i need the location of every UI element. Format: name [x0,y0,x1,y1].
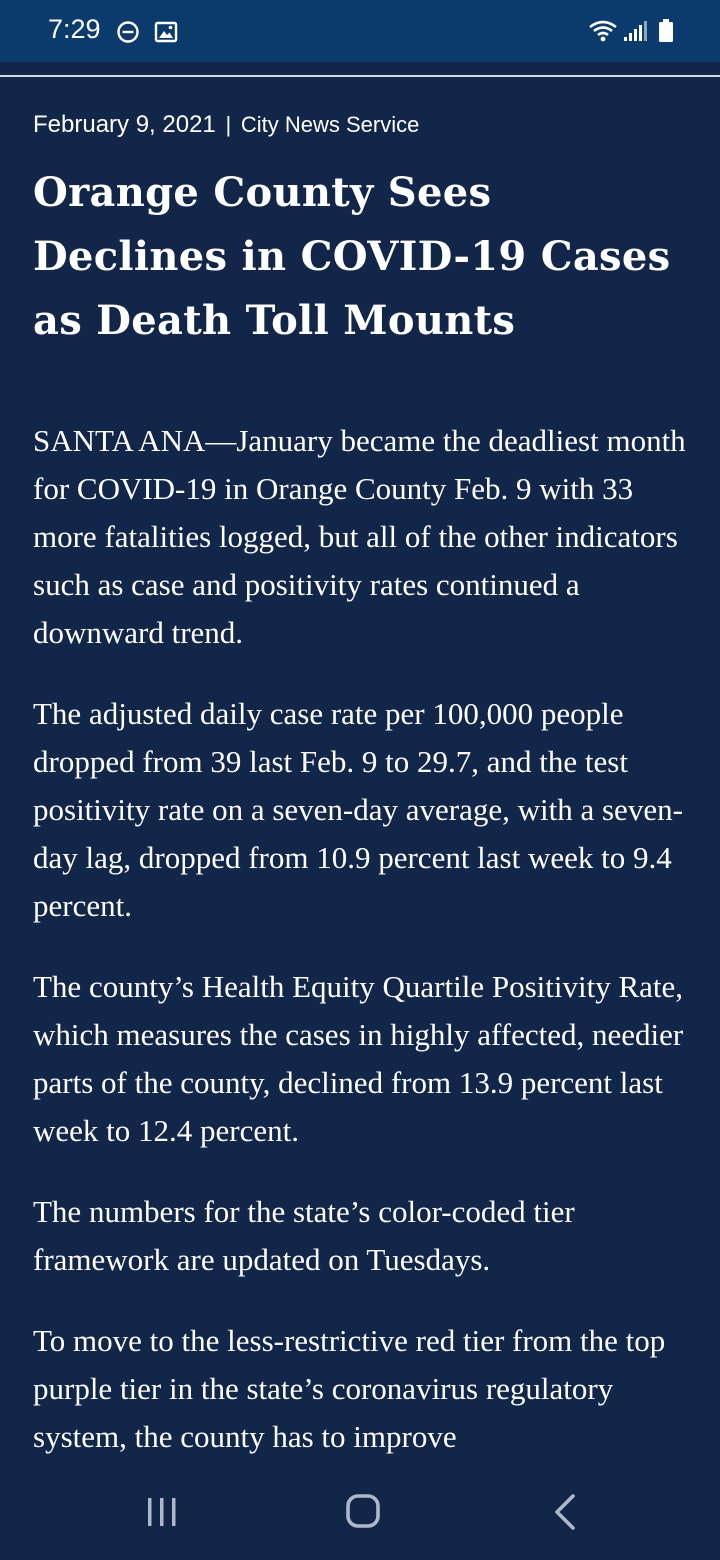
article-paragraph: The county’s Health Equity Quartile Positivity Rate, which measures the cases in highly affected, needier parts of the county, declined from 13.9 percent last week to 12.4 percent. [33,969,684,1148]
battery-icon [656,18,676,44]
status-left-icons [116,20,178,44]
article-paragraph: To move to the less-restrictive red tier from the top purple tier in the state’s coronavirus regulatory system, the county has to improve [33,1323,666,1454]
recent-apps-icon [132,1490,192,1534]
gallery-icon [154,20,178,44]
status-right-icons [588,18,676,44]
byline [33,106,693,144]
article-headline: Orange County Sees Declines in COVID-19 Cases as Death Toll Mounts [33,169,671,344]
status-bar [0,0,720,62]
back-icon [535,1490,595,1534]
do-not-disturb-icon [116,20,140,44]
status-time: 7:29 [48,14,101,44]
article-date: February 9, 2021 [33,111,216,138]
byline-separator: | [225,112,232,137]
header-divider [0,75,720,77]
article [33,106,693,1454]
recent-apps-button[interactable] [132,1490,192,1534]
article-body[interactable] [33,417,693,1454]
home-button[interactable] [333,1490,393,1534]
navigation-bar [0,1468,720,1560]
article-source: City News Service [240,112,420,137]
article-paragraph: SANTA ANA—January became the deadliest month for COVID-19 in Orange County Feb. 9 with 33 more fatalities logged, but all of the other indicators such as case and positivity rates continued a downward trend. [33,423,686,650]
home-icon [333,1490,393,1534]
signal-icon [622,18,648,44]
article-paragraph: The numbers for the state’s color-coded tier framework are updated on Tuesdays. [33,1194,575,1277]
article-paragraph: The adjusted daily case rate per 100,000 people dropped from 39 last Feb. 9 to 29.7, and the test positivity rate on a seven-day average, with a seven-day lag, dropped from 10.9 percent last week to 9.4 percent. [33,696,683,923]
back-button[interactable] [535,1490,595,1534]
wifi-icon [588,18,618,44]
